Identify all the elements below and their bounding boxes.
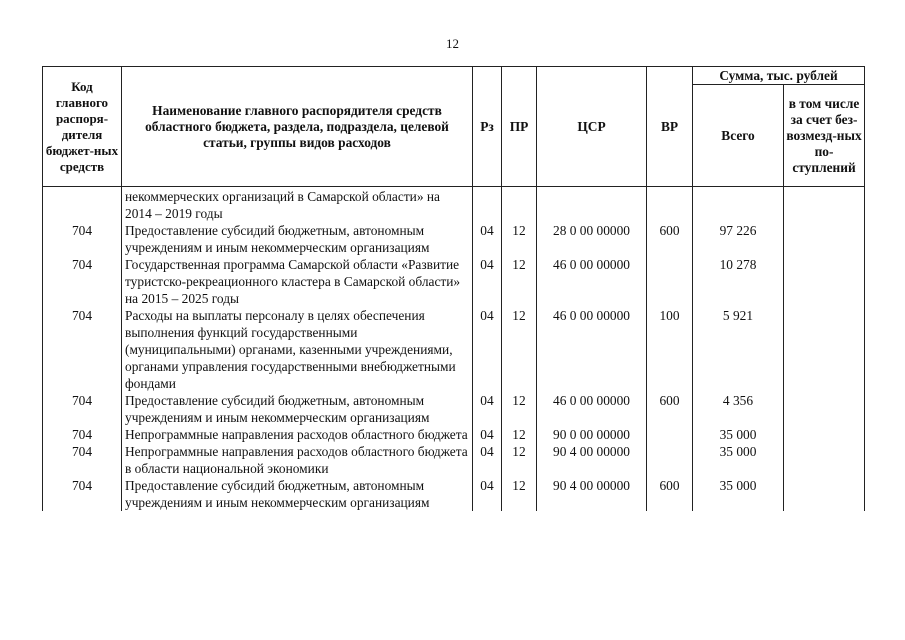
cell-name: Непрограммные направления расходов областного бюджета в области национальной экономики <box>122 443 473 477</box>
cell-vr <box>647 187 693 223</box>
cell-pr: 12 <box>502 426 537 443</box>
cell-vr: 100 <box>647 307 693 392</box>
header-free: в том числе за счет без-возмезд-ных по-ступлений <box>784 85 865 187</box>
cell-rz: 04 <box>473 256 502 307</box>
cell-code: 704 <box>43 443 122 477</box>
table-row <box>43 256 865 307</box>
cell-vr <box>647 256 693 307</box>
cell-pr <box>502 187 537 223</box>
header-csr: ЦСР <box>537 67 647 187</box>
cell-rz: 04 <box>473 477 502 511</box>
cell-rz: 04 <box>473 222 502 256</box>
table-body <box>43 187 865 512</box>
header-code: Код главного распоря-дителя бюджет-ных средств <box>43 67 122 187</box>
cell-vr <box>647 426 693 443</box>
cell-free <box>784 443 865 477</box>
cell-name: некоммерческих организаций в Самарской области» на 2014 – 2019 годы <box>122 187 473 223</box>
cell-code: 704 <box>43 222 122 256</box>
cell-rz: 04 <box>473 307 502 392</box>
cell-total: 4 356 <box>693 392 784 426</box>
cell-total: 10 278 <box>693 256 784 307</box>
table-row <box>43 392 865 426</box>
cell-total: 35 000 <box>693 477 784 511</box>
cell-total: 97 226 <box>693 222 784 256</box>
cell-csr: 46 0 00 00000 <box>537 256 647 307</box>
cell-pr: 12 <box>502 222 537 256</box>
cell-csr <box>537 187 647 223</box>
cell-total: 35 000 <box>693 443 784 477</box>
header-rz: Рз <box>473 67 502 187</box>
cell-rz: 04 <box>473 426 502 443</box>
cell-vr <box>647 443 693 477</box>
table-row <box>43 307 865 392</box>
cell-csr: 90 4 00 00000 <box>537 443 647 477</box>
cell-csr: 28 0 00 00000 <box>537 222 647 256</box>
cell-code: 704 <box>43 307 122 392</box>
cell-rz: 04 <box>473 443 502 477</box>
cell-pr: 12 <box>502 307 537 392</box>
cell-csr: 46 0 00 00000 <box>537 392 647 426</box>
cell-total <box>693 187 784 223</box>
cell-rz: 04 <box>473 392 502 426</box>
cell-vr: 600 <box>647 392 693 426</box>
header-sum-group: Сумма, тыс. рублей <box>693 67 865 85</box>
cell-free <box>784 392 865 426</box>
cell-code <box>43 187 122 223</box>
cell-pr: 12 <box>502 443 537 477</box>
header-pr: ПР <box>502 67 537 187</box>
header-name: Наименование главного распорядителя средств областного бюджета, раздела, подраздела, целевой статьи, группы видов расходов <box>122 67 473 187</box>
cell-free <box>784 477 865 511</box>
cell-pr: 12 <box>502 256 537 307</box>
cell-csr: 90 0 00 00000 <box>537 426 647 443</box>
page-number: 12 <box>446 36 459 51</box>
cell-name: Расходы на выплаты персоналу в целях обеспечения выполнения функций государственными (муниципальными) органами, казенными учреждениями, органами управления государственными внебюджетными фондами <box>122 307 473 392</box>
cell-pr: 12 <box>502 392 537 426</box>
table-row <box>43 187 865 223</box>
cell-code: 704 <box>43 256 122 307</box>
header-total: Всего <box>693 85 784 187</box>
cell-vr: 600 <box>647 222 693 256</box>
cell-name: Предоставление субсидий бюджетным, автономным учреждениям и иным некоммерческим организациям <box>122 392 473 426</box>
cell-free <box>784 256 865 307</box>
cell-csr: 46 0 00 00000 <box>537 307 647 392</box>
cell-free <box>784 187 865 223</box>
cell-free <box>784 222 865 256</box>
cell-pr: 12 <box>502 477 537 511</box>
cell-free <box>784 307 865 392</box>
cell-rz <box>473 187 502 223</box>
cell-total: 35 000 <box>693 426 784 443</box>
cell-code: 704 <box>43 477 122 511</box>
cell-vr: 600 <box>647 477 693 511</box>
table-row <box>43 426 865 443</box>
cell-name: Предоставление субсидий бюджетным, автономным учреждениям и иным некоммерческим организациям <box>122 477 473 511</box>
cell-free <box>784 426 865 443</box>
table-row <box>43 443 865 477</box>
cell-name: Предоставление субсидий бюджетным, автономным учреждениям и иным некоммерческим организациям <box>122 222 473 256</box>
cell-csr: 90 4 00 00000 <box>537 477 647 511</box>
cell-code: 704 <box>43 392 122 426</box>
cell-name: Непрограммные направления расходов областного бюджета <box>122 426 473 443</box>
cell-name: Государственная программа Самарской области «Развитие туристско-рекреационного кластера в Самарской области» на 2015 – 2025 годы <box>122 256 473 307</box>
table-row <box>43 477 865 511</box>
cell-code: 704 <box>43 426 122 443</box>
table-row <box>43 222 865 256</box>
cell-total: 5 921 <box>693 307 784 392</box>
header-vr: ВР <box>647 67 693 187</box>
table-header <box>43 67 865 187</box>
budget-table <box>42 66 865 511</box>
